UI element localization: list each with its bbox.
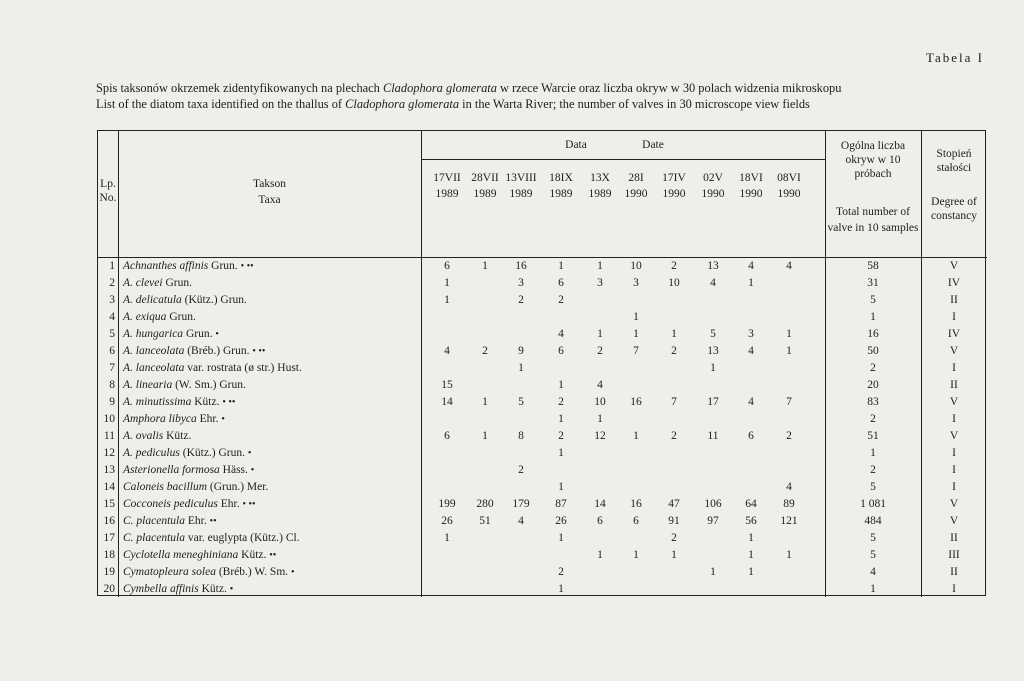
sample-count: 4 — [558, 328, 564, 340]
taxon-name — [123, 361, 302, 375]
constancy-degree: I — [952, 311, 956, 323]
header-date-year: 1989 — [509, 188, 533, 200]
sample-count: 1 — [671, 549, 677, 561]
header-date-year: 1990 — [662, 188, 686, 200]
sample-count: 1 — [444, 532, 450, 544]
sample-count: 4 — [748, 260, 754, 272]
taxon-author: (Bréb.) W. Sm. — [215, 566, 289, 578]
row-number: 19 — [103, 566, 115, 578]
constancy-degree: V — [949, 498, 959, 510]
taxon-name — [123, 327, 219, 342]
sample-count: 13 — [707, 345, 719, 357]
sample-count: 3 — [518, 277, 524, 289]
header-date-year: 1990 — [624, 188, 648, 200]
total-count: 2 — [870, 362, 876, 374]
sample-count: 1 — [518, 362, 524, 374]
header-date-year: 1989 — [588, 188, 612, 200]
sample-count: 4 — [710, 277, 716, 289]
occurrence-marker: • •• — [222, 397, 236, 408]
sample-count: 64 — [745, 498, 757, 510]
sample-count: 1 — [748, 532, 754, 544]
total-count: 1 081 — [860, 498, 886, 510]
taxon-genus: Caloneis bacillum — [123, 481, 208, 493]
header-date-day: 18VI — [739, 172, 763, 184]
sample-count: 1 — [710, 362, 716, 374]
sample-count: 8 — [518, 430, 524, 442]
taxon-genus: Amphora libyca — [123, 413, 197, 425]
sample-count: 2 — [786, 430, 792, 442]
sample-count: 1 — [482, 396, 488, 408]
occurrence-marker: • — [229, 584, 234, 595]
caption-english-species: Cladophora glomerata — [345, 97, 460, 111]
sample-count: 1 — [633, 549, 639, 561]
sample-count: 1 — [558, 413, 564, 425]
sample-count: 3 — [597, 277, 603, 289]
sample-count: 4 — [597, 379, 603, 391]
sample-count: 4 — [444, 345, 450, 357]
taxon-author: var. rostrata (ø str.) Hust. — [184, 362, 302, 374]
taxon-name — [123, 480, 268, 494]
sample-count: 10 — [630, 260, 642, 272]
taxon-genus: A. ovalis — [123, 430, 164, 442]
sample-count: 280 — [476, 498, 494, 510]
diatom-table — [97, 130, 986, 596]
constancy-degree: I — [952, 362, 956, 374]
total-count: 31 — [867, 277, 879, 289]
taxon-genus: Cymbella affinis — [123, 583, 199, 595]
taxon-author: var. euglypta (Kütz.) Cl. — [184, 532, 300, 544]
taxon-author: Kütz. — [191, 396, 220, 408]
taxon-genus: A. clevei — [123, 277, 163, 289]
taxon-genus: A. pediculus — [123, 447, 180, 459]
header-date-day: 18IX — [549, 172, 573, 184]
sample-count: 2 — [597, 345, 603, 357]
taxon-author: (Kütz.) Grun. — [179, 447, 246, 459]
sample-count: 26 — [441, 515, 453, 527]
sample-count: 2 — [558, 430, 564, 442]
taxon-genus: A. delicatula — [123, 294, 182, 306]
row-number: 9 — [109, 396, 115, 408]
taxon-name — [123, 378, 246, 392]
header-constancy-en: Degree of constancy — [931, 196, 977, 222]
header-date-year: 1989 — [435, 188, 459, 200]
total-count: 1 — [870, 447, 876, 459]
sample-count: 3 — [748, 328, 754, 340]
constancy-degree: III — [948, 549, 960, 561]
sample-count: 1 — [482, 430, 488, 442]
taxon-author: Ehr. — [184, 515, 207, 527]
row-number: 16 — [103, 515, 115, 527]
constancy-degree: V — [949, 260, 959, 272]
row-number: 8 — [109, 379, 115, 391]
taxon-genus: A. minutissima — [123, 396, 192, 408]
sample-count: 2 — [671, 430, 677, 442]
sample-count: 4 — [748, 345, 754, 357]
taxon-name — [123, 412, 225, 427]
sample-count: 1 — [786, 328, 792, 340]
taxon-author: (W. Sm.) Grun. — [172, 379, 246, 391]
row-number: 3 — [109, 294, 115, 306]
sample-count: 6 — [748, 430, 754, 442]
column-divider — [421, 131, 422, 597]
sample-count: 1 — [633, 311, 639, 323]
taxon-genus: Cocconeis pediculus — [123, 498, 218, 510]
taxon-name — [123, 293, 247, 307]
sample-count: 56 — [745, 515, 757, 527]
sample-count: 1 — [597, 549, 603, 561]
taxon-name — [123, 463, 254, 478]
sample-count: 10 — [668, 277, 680, 289]
header-date: Date — [642, 139, 664, 151]
sample-count: 1 — [597, 413, 603, 425]
sample-count: 106 — [704, 498, 722, 510]
total-count: 5 — [870, 481, 876, 493]
taxon-name — [123, 395, 235, 410]
constancy-degree: IV — [947, 277, 961, 289]
taxon-author: Ehr. — [196, 413, 219, 425]
sample-count: 121 — [780, 515, 798, 527]
taxon-name — [123, 344, 265, 359]
constancy-degree: I — [952, 583, 956, 595]
constancy-degree: I — [952, 464, 956, 476]
sample-count: 1 — [633, 430, 639, 442]
sample-count: 179 — [512, 498, 530, 510]
taxon-name — [123, 259, 254, 274]
sample-count: 97 — [707, 515, 719, 527]
occurrence-marker: • •• — [252, 346, 266, 357]
occurrence-marker: • — [221, 414, 225, 425]
caption-polish-species: Cladophora glomerata — [382, 81, 497, 95]
sample-count: 16 — [630, 498, 642, 510]
sample-count: 6 — [558, 345, 564, 357]
taxon-author: Grun. — [162, 277, 192, 289]
taxon-genus: Asterionella formosa — [123, 464, 220, 476]
taxon-name — [123, 276, 192, 290]
sample-count: 2 — [558, 294, 564, 306]
table-caption — [96, 80, 841, 112]
header-total-pl: Ogólna liczba okryw w 10 próbach — [840, 140, 906, 180]
taxon-name — [123, 565, 295, 580]
header-date-day: 28I — [628, 172, 644, 184]
constancy-degree: I — [952, 481, 956, 493]
sample-count: 6 — [633, 515, 639, 527]
constancy-degree: II — [950, 294, 958, 306]
taxon-genus: C. placentula — [123, 515, 185, 527]
occurrence-marker: • — [291, 567, 295, 578]
row-number: 1 — [109, 260, 115, 272]
total-count: 2 — [870, 464, 876, 476]
total-count: 4 — [870, 566, 876, 578]
taxon-genus: A. linearia — [123, 379, 173, 391]
taxon-author: Grun. — [166, 311, 196, 323]
sample-count: 2 — [671, 532, 677, 544]
occurrence-marker: • •• — [242, 499, 256, 510]
sample-count: 9 — [518, 345, 524, 357]
total-count: 58 — [867, 260, 879, 272]
row-number: 13 — [103, 464, 115, 476]
header-divider — [98, 257, 987, 258]
total-count: 5 — [870, 294, 876, 306]
header-date-year: 1989 — [473, 188, 497, 200]
taxon-author: Grun. — [208, 260, 238, 272]
row-number: 12 — [103, 447, 115, 459]
header-date-day: 02V — [703, 172, 723, 184]
sample-count: 14 — [594, 498, 606, 510]
sample-count: 7 — [786, 396, 792, 408]
constancy-degree: II — [950, 379, 958, 391]
sample-count: 1 — [558, 379, 564, 391]
sample-count: 1 — [444, 277, 450, 289]
occurrence-marker: • — [247, 448, 252, 459]
sample-count: 1 — [748, 566, 754, 578]
row-number: 10 — [103, 413, 115, 425]
constancy-degree: I — [952, 413, 956, 425]
total-count: 20 — [867, 379, 879, 391]
constancy-degree: V — [949, 515, 959, 527]
header-data: Data — [565, 139, 587, 151]
taxon-name — [123, 429, 191, 443]
row-number: 6 — [109, 345, 115, 357]
header-date-day: 17VII — [433, 172, 461, 184]
total-count: 5 — [870, 532, 876, 544]
header-lp: Lp. — [100, 178, 116, 190]
sample-count: 2 — [558, 396, 564, 408]
sample-count: 47 — [668, 498, 680, 510]
sample-count: 6 — [558, 277, 564, 289]
taxon-author: (Bréb.) Grun. — [184, 345, 250, 357]
row-number: 7 — [109, 362, 115, 374]
sample-count: 26 — [555, 515, 567, 527]
sample-count: 2 — [558, 566, 564, 578]
taxon-author: (Grun.) Mer. — [207, 481, 269, 493]
sample-count: 6 — [444, 430, 450, 442]
sample-count: 1 — [558, 447, 564, 459]
constancy-degree: V — [949, 396, 959, 408]
taxon-author: Kütz. — [163, 430, 192, 442]
total-count: 83 — [867, 396, 879, 408]
total-count: 51 — [867, 430, 879, 442]
header-total-en: Total number of valve in 10 samples — [827, 206, 919, 234]
header-no: No. — [99, 192, 117, 204]
sample-count: 1 — [786, 345, 792, 357]
sample-count: 4 — [748, 396, 754, 408]
sample-count: 2 — [671, 345, 677, 357]
sample-count: 3 — [633, 277, 639, 289]
taxon-genus: C. placentula — [123, 532, 185, 544]
sample-count: 1 — [710, 566, 716, 578]
total-count: 484 — [864, 515, 882, 527]
sample-count: 16 — [515, 260, 527, 272]
sample-count: 6 — [444, 260, 450, 272]
taxon-genus: A. hungarica — [123, 328, 184, 340]
sample-count: 1 — [671, 328, 677, 340]
sample-count: 1 — [558, 532, 564, 544]
header-divider — [421, 159, 825, 160]
occurrence-marker: • •• — [240, 261, 254, 272]
sample-count: 1 — [597, 328, 603, 340]
total-count: 1 — [870, 311, 876, 323]
sample-count: 15 — [441, 379, 453, 391]
sample-count: 5 — [518, 396, 524, 408]
caption-polish-text-end: w rzece Warcie oraz liczba okryw w 30 polach widzenia mikroskopu — [496, 81, 842, 95]
header-date-year: 1989 — [549, 188, 573, 200]
header-date-year: 1990 — [739, 188, 763, 200]
sample-count: 12 — [594, 430, 606, 442]
sample-count: 1 — [558, 481, 564, 493]
sample-count: 4 — [786, 260, 792, 272]
taxon-author: Kütz. — [198, 583, 227, 595]
header-constancy-pl: Stopień stałości — [936, 148, 972, 174]
sample-count: 4 — [518, 515, 524, 527]
constancy-degree: V — [949, 430, 959, 442]
header-date-day: 13X — [590, 172, 610, 184]
row-number: 20 — [103, 583, 115, 595]
row-number: 11 — [103, 430, 115, 442]
sample-count: 6 — [597, 515, 603, 527]
sample-count: 1 — [786, 549, 792, 561]
sample-count: 1 — [482, 260, 488, 272]
caption-polish-text: Spis taksonów okrzemek zidentyfikowanych na plechach — [96, 81, 383, 95]
taxon-name — [123, 310, 196, 324]
sample-count: 1 — [558, 260, 564, 272]
header-date-day: 13VIII — [505, 172, 537, 184]
sample-count: 199 — [438, 498, 456, 510]
taxon-genus: A. exiqua — [123, 311, 167, 323]
sample-count: 91 — [668, 515, 680, 527]
constancy-degree: I — [952, 447, 956, 459]
total-count: 1 — [870, 583, 876, 595]
header-date-day: 28VII — [471, 172, 499, 184]
header-taxa: Taxa — [258, 194, 281, 206]
occurrence-marker: • — [215, 329, 219, 340]
column-divider — [825, 131, 826, 597]
taxon-name — [123, 531, 300, 545]
taxon-genus: A. lanceolata — [123, 362, 185, 374]
sample-count: 7 — [671, 396, 677, 408]
sample-count: 51 — [479, 515, 491, 527]
sample-count: 2 — [671, 260, 677, 272]
sample-count: 1 — [748, 277, 754, 289]
taxon-author: (Kütz.) Grun. — [181, 294, 247, 306]
constancy-degree: II — [950, 532, 958, 544]
taxon-name — [123, 548, 276, 563]
sample-count: 5 — [710, 328, 716, 340]
total-count: 16 — [867, 328, 879, 340]
sample-count: 2 — [482, 345, 488, 357]
sample-count: 17 — [707, 396, 719, 408]
sample-count: 16 — [630, 396, 642, 408]
occurrence-marker: • — [250, 465, 255, 476]
taxon-genus: A. lanceolata — [123, 345, 185, 357]
row-number: 4 — [109, 311, 115, 323]
sample-count: 1 — [597, 260, 603, 272]
table-number-label: Tabela I — [925, 50, 984, 65]
taxon-author: Kütz. — [238, 549, 267, 561]
total-count: 50 — [867, 345, 879, 357]
sample-count: 89 — [783, 498, 795, 510]
caption-english-text-end: in the Warta River; the number of valves in 30 microscope view fields — [459, 97, 810, 111]
taxon-author: Grun. — [183, 328, 213, 340]
row-number: 5 — [109, 328, 115, 340]
header-date-day: 08VI — [777, 172, 801, 184]
row-number: 17 — [103, 532, 115, 544]
taxon-name — [123, 497, 255, 512]
caption-english-text: List of the diatom taxa identified on the thallus of — [96, 97, 346, 111]
taxon-name — [123, 446, 251, 461]
constancy-degree: II — [950, 566, 958, 578]
sample-count: 7 — [633, 345, 639, 357]
row-number: 14 — [103, 481, 115, 493]
header-date-day: 17IV — [662, 172, 686, 184]
sample-count: 13 — [707, 260, 719, 272]
sample-count: 1 — [444, 294, 450, 306]
sample-count: 1 — [633, 328, 639, 340]
sample-count: 11 — [707, 430, 719, 442]
taxon-author: Ehr. — [217, 498, 240, 510]
sample-count: 1 — [748, 549, 754, 561]
caption-english — [96, 96, 841, 112]
taxon-genus: Cyclotella meneghiniana — [123, 549, 239, 561]
sample-count: 2 — [518, 464, 524, 476]
taxon-name — [123, 514, 217, 529]
sample-count: 10 — [594, 396, 606, 408]
row-number: 18 — [103, 549, 115, 561]
constancy-degree: V — [949, 345, 959, 357]
sample-count: 14 — [441, 396, 453, 408]
header-date-year: 1990 — [701, 188, 725, 200]
caption-polish — [96, 80, 841, 96]
row-number: 15 — [103, 498, 115, 510]
sample-count: 4 — [786, 481, 792, 493]
taxon-name — [123, 582, 233, 597]
taxon-genus: Cymatopleura solea — [123, 566, 216, 578]
occurrence-marker: •• — [209, 516, 217, 527]
sample-count: 1 — [558, 583, 564, 595]
header-takson: Takson — [252, 178, 287, 190]
header-date-year: 1990 — [777, 188, 801, 200]
total-count: 2 — [870, 413, 876, 425]
total-count: 5 — [870, 549, 876, 561]
taxon-author: Häss. — [219, 464, 248, 476]
sample-count: 2 — [518, 294, 524, 306]
occurrence-marker: •• — [269, 550, 277, 561]
taxon-genus: Achnanthes affinis — [123, 260, 209, 272]
constancy-degree: IV — [947, 328, 961, 340]
sample-count: 87 — [555, 498, 567, 510]
row-number: 2 — [109, 277, 115, 289]
